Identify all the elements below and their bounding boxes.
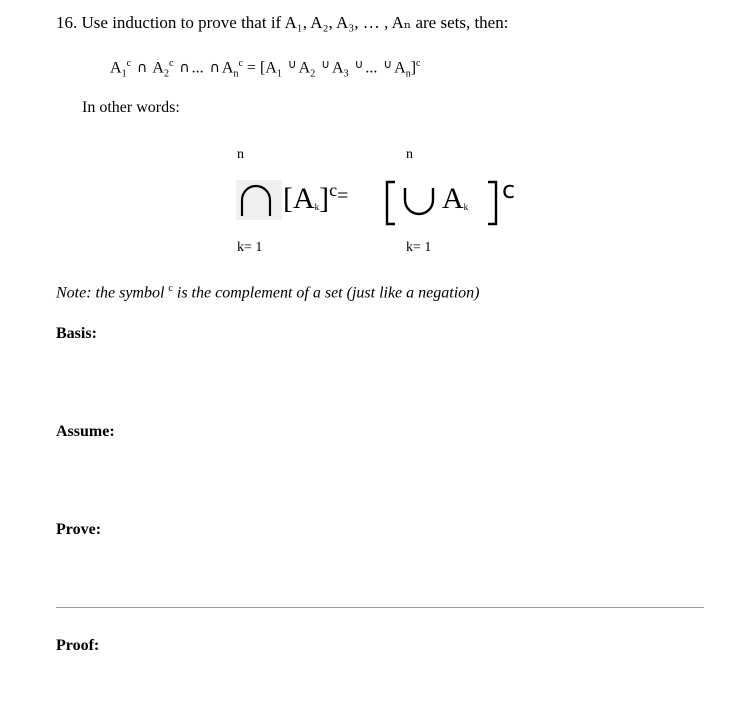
set-a: A	[332, 59, 344, 77]
complement-mark: c	[329, 180, 338, 200]
big-bracket-close	[485, 180, 501, 231]
equals-sign: =	[337, 185, 349, 207]
demorgan-equation	[110, 58, 421, 80]
assume-label: Assume:	[56, 423, 115, 440]
index-k: k	[463, 202, 469, 212]
complement-mark: c	[168, 58, 174, 69]
index-k: k	[314, 202, 320, 212]
equals-sign: =	[242, 59, 260, 77]
big-intersection-icon	[236, 180, 282, 225]
ellipsis: ...	[191, 59, 204, 77]
set-a: A	[293, 182, 315, 215]
basis-label: Basis:	[56, 325, 97, 342]
complement-mark: c	[168, 283, 173, 294]
intersection-icon: ∩	[137, 60, 148, 77]
subscript: n	[233, 68, 239, 80]
union-icon: ∪	[287, 57, 297, 72]
divider	[56, 607, 704, 608]
union-icon: ∪	[321, 57, 330, 72]
subscript: 3	[343, 68, 349, 80]
note-text-rest: is the complement of a set (just like a negation)	[172, 284, 480, 302]
upper-limit-right: n	[406, 147, 413, 162]
prove-label: Prove:	[56, 521, 102, 538]
set-a: A	[221, 59, 234, 77]
right-set-expression	[442, 182, 468, 216]
set-a: A	[394, 59, 406, 77]
complement-note	[56, 283, 479, 302]
intersection-icon: ∩	[209, 60, 220, 77]
set-a: A	[442, 182, 464, 215]
subscript: 1	[121, 68, 127, 80]
set-a: A	[265, 59, 277, 77]
subscript: n	[405, 68, 411, 80]
set-a: A	[110, 59, 122, 77]
proof-label: Proof:	[56, 637, 100, 654]
close-bracket: ]	[319, 182, 330, 215]
lower-limit-right: k= 1	[406, 240, 432, 255]
subscript: 1	[276, 68, 282, 80]
complement-mark: c	[126, 58, 132, 69]
set-a: A	[152, 59, 164, 77]
open-bracket: [	[283, 182, 293, 215]
question-text: 16. Use induction to prove that if A₁, A₂, A₃, … , Aₙ are sets, then:	[56, 13, 509, 32]
complement-mark: c	[416, 58, 421, 69]
big-union-icon	[400, 186, 440, 221]
note-text: Note: the symbol	[56, 284, 169, 302]
complement-mark: c	[238, 58, 243, 69]
left-complement-expression	[283, 182, 348, 216]
upper-limit-left: n	[237, 147, 244, 162]
open-bracket: [	[259, 59, 266, 77]
set-a: A	[298, 59, 311, 77]
big-bracket-open	[382, 180, 398, 231]
union-icon: ∪	[354, 57, 364, 72]
subscript: 2	[163, 68, 169, 80]
close-bracket: ]	[410, 59, 417, 77]
ellipsis: ...	[365, 59, 378, 77]
big-complement-mark: c	[502, 176, 516, 204]
union-icon: ∪	[383, 57, 393, 72]
intersection-icon: ∩	[179, 60, 190, 77]
subscript: 2	[310, 68, 316, 80]
lower-limit-left: k= 1	[237, 240, 263, 255]
in-other-words-label: In other words:	[82, 99, 180, 116]
